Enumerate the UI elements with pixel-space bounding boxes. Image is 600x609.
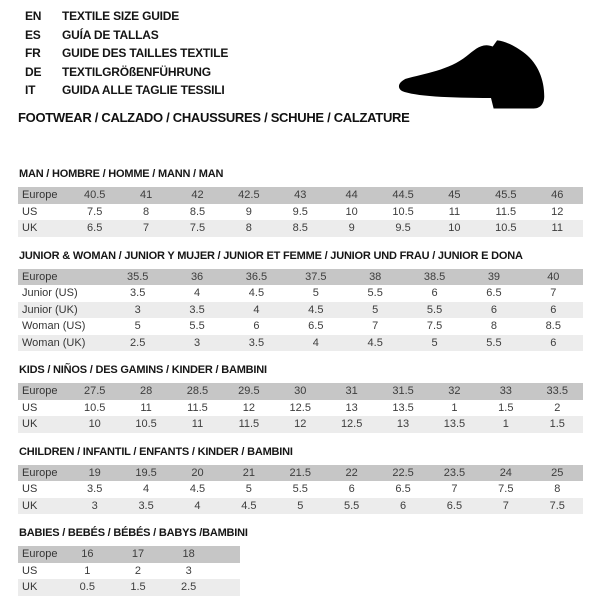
- size-value: 6.5: [87, 222, 103, 235]
- section-title-junior-woman: JUNIOR & WOMAN / JUNIOR Y MUJER / JUNIOR ET FEMME / JUNIOR UND FRAU / JUNIOR E DONA: [19, 249, 523, 262]
- size-value: 25: [551, 466, 564, 479]
- size-value: 4.5: [367, 336, 383, 349]
- table-row: [18, 481, 583, 498]
- size-value: 36.5: [245, 270, 268, 283]
- size-value: 3: [194, 336, 201, 349]
- size-value: 31.5: [392, 385, 414, 398]
- lang-code: FR: [25, 46, 41, 60]
- size-value: 11.5: [238, 418, 260, 431]
- size-value: 10: [448, 222, 461, 235]
- table-row: [18, 563, 240, 580]
- lang-code: IT: [25, 83, 36, 97]
- size-value: 10.5: [83, 401, 106, 414]
- size-value: 10: [345, 205, 358, 218]
- lang-label: GUÍA DE TALLAS: [62, 27, 159, 42]
- size-value: 5: [312, 287, 319, 300]
- size-value: 9.5: [395, 222, 411, 235]
- row-label: US: [22, 564, 38, 577]
- section-children: [18, 446, 583, 515]
- size-value: 7: [372, 320, 379, 333]
- size-value: 11.5: [187, 401, 208, 414]
- size-value: 3.5: [138, 499, 154, 512]
- size-value: 27.5: [83, 385, 106, 398]
- size-value: 9.5: [292, 205, 308, 218]
- size-value: 44: [345, 189, 358, 202]
- lang-label: TEXTILGRÖßENFÜHRUNG: [62, 64, 211, 79]
- size-value: 4: [143, 483, 150, 496]
- size-value: 6.5: [308, 320, 324, 333]
- size-value: 33: [499, 385, 512, 398]
- size-value: 46: [551, 189, 564, 202]
- size-value: 43: [294, 189, 307, 202]
- lang-code: DE: [25, 64, 42, 79]
- table-row: [18, 285, 583, 302]
- size-value: 38.5: [423, 270, 446, 283]
- size-table-children: [18, 465, 583, 515]
- size-value: 6: [550, 303, 557, 316]
- size-value: 4: [312, 336, 319, 349]
- size-value: 1: [84, 564, 91, 577]
- size-value: 12.5: [289, 401, 311, 414]
- table-row: [18, 220, 583, 237]
- lang-label: GUIDE DES TAILLES TEXTILE: [62, 46, 229, 60]
- size-value: 1: [451, 401, 458, 414]
- size-value: 8: [490, 320, 497, 333]
- table-row: [18, 383, 583, 400]
- lang-row-en: [25, 7, 228, 26]
- size-value: 2: [134, 564, 142, 577]
- size-value: 7: [451, 483, 458, 496]
- size-value: 5: [372, 303, 379, 316]
- size-tables-area: [18, 168, 583, 609]
- table-row: [18, 318, 583, 335]
- size-value: 5.5: [426, 303, 443, 316]
- row-label: Europe: [22, 466, 58, 479]
- size-value: 4: [253, 303, 260, 316]
- size-value: 22.5: [392, 466, 414, 479]
- size-value: 8.5: [545, 320, 561, 333]
- size-value: 1: [502, 418, 509, 431]
- size-table-man: [18, 187, 583, 237]
- table-row: [18, 187, 583, 204]
- row-label: Junior (US): [22, 287, 78, 300]
- row-label: Woman (US): [22, 320, 86, 333]
- row-label: US: [22, 401, 38, 414]
- size-value: 8: [143, 205, 150, 218]
- size-value: 3: [134, 303, 141, 316]
- size-value: 8.5: [189, 205, 206, 218]
- size-value: 35.5: [126, 270, 149, 283]
- size-table-kids: [18, 383, 583, 433]
- table-row: [18, 498, 583, 515]
- size-value: 6: [431, 287, 438, 300]
- size-value: 6: [490, 303, 497, 316]
- lang-row-es: [25, 26, 228, 45]
- spacer-cell: [214, 563, 240, 580]
- size-value: 6.5: [486, 287, 502, 300]
- size-value: 11: [191, 418, 204, 431]
- size-value: 7.5: [426, 320, 443, 333]
- dress-shoe-icon: [393, 16, 589, 112]
- size-value: 21: [242, 466, 255, 479]
- size-value: 10.5: [495, 222, 517, 235]
- size-value: 5: [245, 483, 252, 496]
- lang-row-de: [25, 63, 228, 82]
- size-value: 3.5: [87, 483, 103, 496]
- size-value: 2: [554, 401, 561, 414]
- spacer-cell: [214, 546, 240, 563]
- row-label: Junior (UK): [22, 303, 78, 316]
- lang-code: EN: [25, 9, 42, 23]
- size-value: 16: [81, 548, 94, 561]
- size-value: 4.5: [241, 499, 257, 512]
- size-value: 11: [140, 401, 152, 414]
- size-value: 21.5: [289, 466, 311, 479]
- size-value: 13: [345, 401, 358, 414]
- size-value: 5.5: [189, 320, 205, 333]
- size-value: 5: [134, 320, 141, 333]
- lang-row-it: [25, 81, 228, 100]
- section-kids: [18, 364, 583, 433]
- size-value: 3: [185, 564, 192, 577]
- lang-row-fr: [25, 44, 228, 63]
- size-value: 10: [88, 418, 101, 431]
- size-table-junior-woman: [18, 269, 583, 352]
- size-value: 39: [487, 270, 501, 283]
- size-value: 19: [88, 466, 101, 479]
- size-value: 7.5: [549, 499, 565, 512]
- size-value: 29.5: [238, 385, 260, 398]
- section-title-kids: KIDS / NIÑOS / DES GAMINS / KINDER / BAMBINI: [19, 364, 267, 376]
- size-value: 4: [194, 287, 201, 300]
- size-value: 11.5: [495, 205, 517, 218]
- size-value: 20: [191, 466, 204, 479]
- size-value: 40.5: [83, 189, 106, 202]
- row-label: US: [22, 483, 38, 496]
- size-value: 28: [139, 385, 153, 398]
- size-value: 5.5: [486, 336, 502, 349]
- size-value: 31: [345, 385, 358, 398]
- row-label: Europe: [22, 548, 58, 561]
- size-value: 5: [431, 336, 438, 349]
- size-value: 4: [194, 499, 201, 512]
- row-label: UK: [22, 222, 38, 235]
- size-value: 13.5: [443, 418, 466, 431]
- table-row: [18, 335, 583, 352]
- size-value: 2.5: [181, 581, 197, 594]
- size-value: 1.5: [498, 401, 514, 414]
- size-value: 18: [182, 548, 195, 561]
- row-label: Europe: [22, 189, 58, 202]
- size-value: 7: [143, 222, 150, 235]
- section-man: [18, 168, 583, 237]
- section-junior-woman: [18, 250, 583, 352]
- row-label: UK: [22, 499, 38, 512]
- size-value: 7.5: [87, 205, 103, 218]
- size-value: 3.5: [130, 287, 146, 300]
- size-value: 40: [547, 270, 560, 283]
- size-value: 13.5: [392, 401, 414, 414]
- category-title: FOOTWEAR / CALZADO / CHAUSSURES / SCHUHE / CALZATURE: [18, 110, 410, 125]
- size-value: 5.5: [367, 287, 383, 300]
- size-value: 30: [294, 385, 307, 398]
- size-value: 6: [399, 499, 407, 512]
- size-value: 6: [550, 336, 557, 349]
- size-value: 41: [139, 189, 153, 202]
- table-row: [18, 269, 583, 286]
- size-value: 10.5: [392, 205, 414, 218]
- size-value: 1.5: [130, 581, 146, 594]
- row-label: Europe: [22, 270, 58, 283]
- section-babies: [18, 527, 583, 596]
- size-value: 11: [551, 222, 563, 235]
- size-value: 12: [551, 205, 564, 218]
- size-value: 8.5: [292, 222, 308, 235]
- lang-code: ES: [25, 27, 41, 42]
- size-value: 6: [253, 320, 260, 333]
- size-value: 8: [554, 483, 561, 496]
- size-value: 5: [297, 499, 304, 512]
- table-row: [18, 465, 583, 482]
- size-value: 7.5: [498, 483, 514, 496]
- size-value: 10.5: [135, 418, 157, 431]
- section-title-man: MAN / HOMBRE / HOMME / MANN / MAN: [19, 168, 224, 180]
- table-row: [18, 204, 583, 221]
- size-value: 9: [348, 222, 355, 235]
- size-value: 22: [345, 466, 358, 479]
- size-value: 36: [190, 270, 204, 283]
- size-value: 12.5: [340, 418, 363, 431]
- lang-label: TEXTILE SIZE GUIDE: [62, 9, 180, 23]
- row-label: Europe: [22, 385, 58, 398]
- size-value: 5.5: [344, 499, 360, 512]
- size-value: 17: [131, 548, 145, 561]
- size-value: 42: [191, 189, 204, 202]
- row-label: US: [22, 205, 38, 218]
- size-value: 4.5: [189, 483, 206, 496]
- size-value: 38: [369, 270, 382, 283]
- size-value: 3.5: [189, 303, 205, 316]
- spacer-cell: [214, 579, 240, 596]
- size-value: 33.5: [546, 385, 568, 398]
- size-value: 42.5: [238, 189, 260, 202]
- size-value: 3: [91, 499, 98, 512]
- size-value: 5.5: [292, 483, 308, 496]
- size-table-babies: [18, 546, 240, 596]
- size-value: 3.5: [248, 336, 265, 349]
- size-value: 45.5: [495, 189, 517, 202]
- size-value: 7: [550, 287, 557, 300]
- size-value: 1.5: [549, 418, 565, 431]
- size-value: 12: [294, 418, 307, 431]
- section-title-children: CHILDREN / INFANTIL / ENFANTS / KINDER / BAMBINI: [19, 445, 293, 458]
- size-value: 23.5: [443, 466, 466, 479]
- row-label: UK: [22, 581, 38, 594]
- section-title-babies: BABIES / BEBÉS / BÉBÉS / BABYS /BAMBINI: [19, 527, 248, 539]
- size-value: 8: [245, 222, 252, 235]
- table-row: [18, 579, 240, 596]
- size-value: 45: [448, 189, 461, 202]
- size-value: 32: [448, 385, 461, 398]
- table-row: [18, 400, 583, 417]
- size-value: 37.5: [305, 270, 327, 283]
- size-value: 7: [502, 499, 509, 512]
- size-value: 6.5: [395, 483, 411, 496]
- size-value: 11: [448, 205, 461, 218]
- size-value: 19.5: [135, 466, 157, 479]
- size-value: 24: [499, 466, 512, 479]
- table-row: [18, 546, 240, 563]
- size-value: 2.5: [130, 336, 146, 349]
- size-value: 44.5: [392, 189, 414, 202]
- row-label: UK: [22, 418, 38, 431]
- size-value: 0.5: [79, 581, 95, 594]
- size-value: 6: [348, 483, 355, 496]
- size-value: 4.5: [308, 303, 324, 316]
- lang-label: GUIDA ALLE TAGLIE TESSILI: [62, 83, 225, 97]
- size-value: 9: [245, 205, 252, 218]
- size-value: 12: [242, 401, 255, 414]
- size-value: 4.5: [248, 287, 265, 300]
- size-value: 7.5: [189, 222, 206, 235]
- size-value: 28.5: [186, 385, 209, 398]
- row-label: Woman (UK): [22, 336, 86, 349]
- table-row: [18, 416, 583, 433]
- size-value: 6.5: [446, 499, 463, 512]
- table-row: [18, 302, 583, 319]
- size-value: 13: [396, 418, 410, 431]
- language-title-block: [25, 7, 228, 100]
